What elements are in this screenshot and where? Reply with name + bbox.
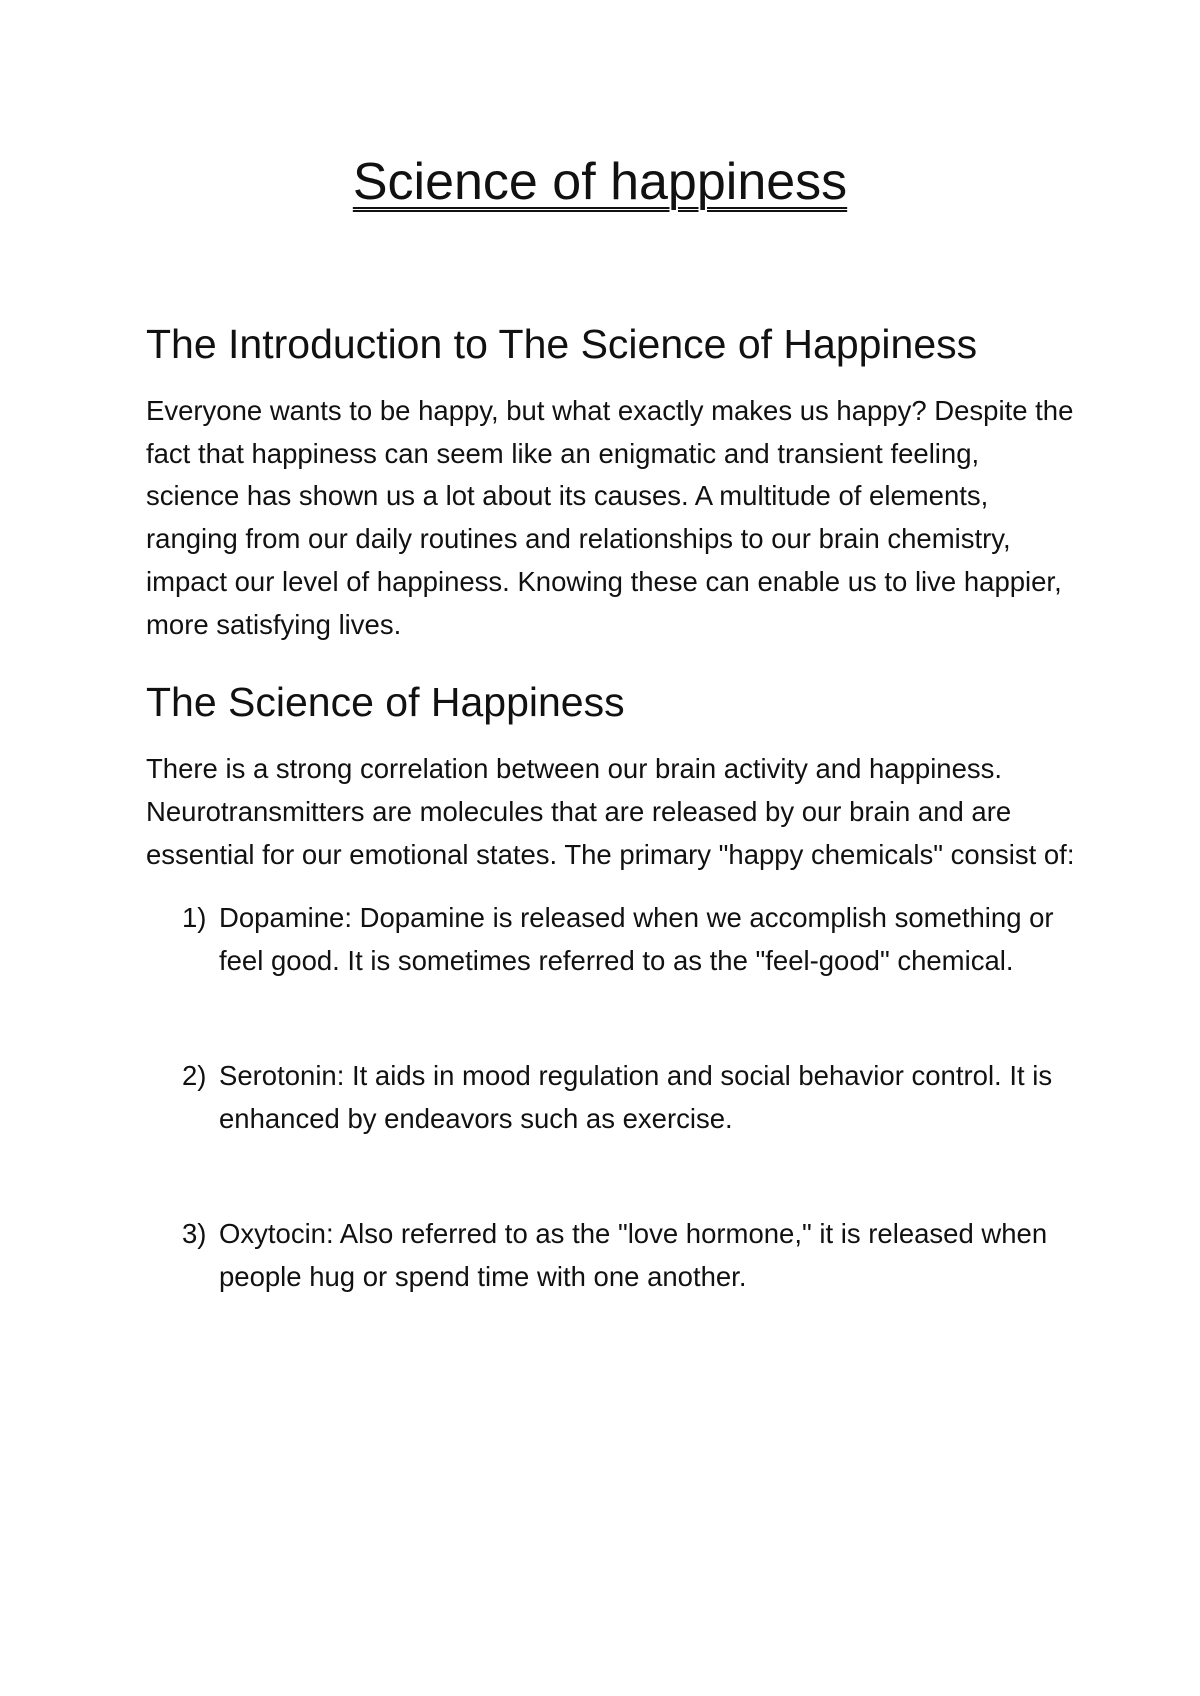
list-item-number: 1) (182, 902, 207, 934)
list-item-text: Oxytocin: Also referred to as the "love hormone," it is released when people hug or spend time with one another. (219, 1218, 1048, 1293)
section-heading-introduction: The Introduction to The Science of Happiness (146, 321, 978, 367)
science-paragraph: There is a strong correlation between our brain activity and happiness. Neurotransmitters are molecules that are released by our brain and are essential for our emotional states. The primary "happy chemicals" consist of: (146, 753, 1075, 870)
list-item-dopamine (146, 896, 1076, 982)
document-body (146, 318, 1076, 1298)
happy-chemicals-list (146, 896, 1076, 1298)
document-title-text: Science of happiness (352, 153, 848, 211)
list-item-text: Serotonin: It aids in mood regulation and social behavior control. It is enhanced by endeavors such as exercise. (219, 1060, 1053, 1135)
document-title (0, 150, 1200, 214)
introduction-paragraph: Everyone wants to be happy, but what exactly makes us happy? Despite the fact that happiness can seem like an enigmatic and transient feeling, science has shown us a lot about its causes. A multitude of elements, ranging from our daily routines and relationships to our brain chemistry, impact our level of happiness. Knowing these can enable us to live happier, more satisfying lives. (146, 395, 1074, 640)
list-item-number: 2) (182, 1060, 207, 1092)
section-heading-science: The Science of Happiness (146, 679, 625, 726)
list-item-oxytocin (146, 1212, 1076, 1298)
list-item-serotonin (146, 1054, 1076, 1140)
list-item-text: Dopamine: Dopamine is released when we accomplish something or feel good. It is sometimes referred to as the "feel-good" chemical. (219, 902, 1054, 977)
list-item-number: 3) (182, 1218, 207, 1250)
